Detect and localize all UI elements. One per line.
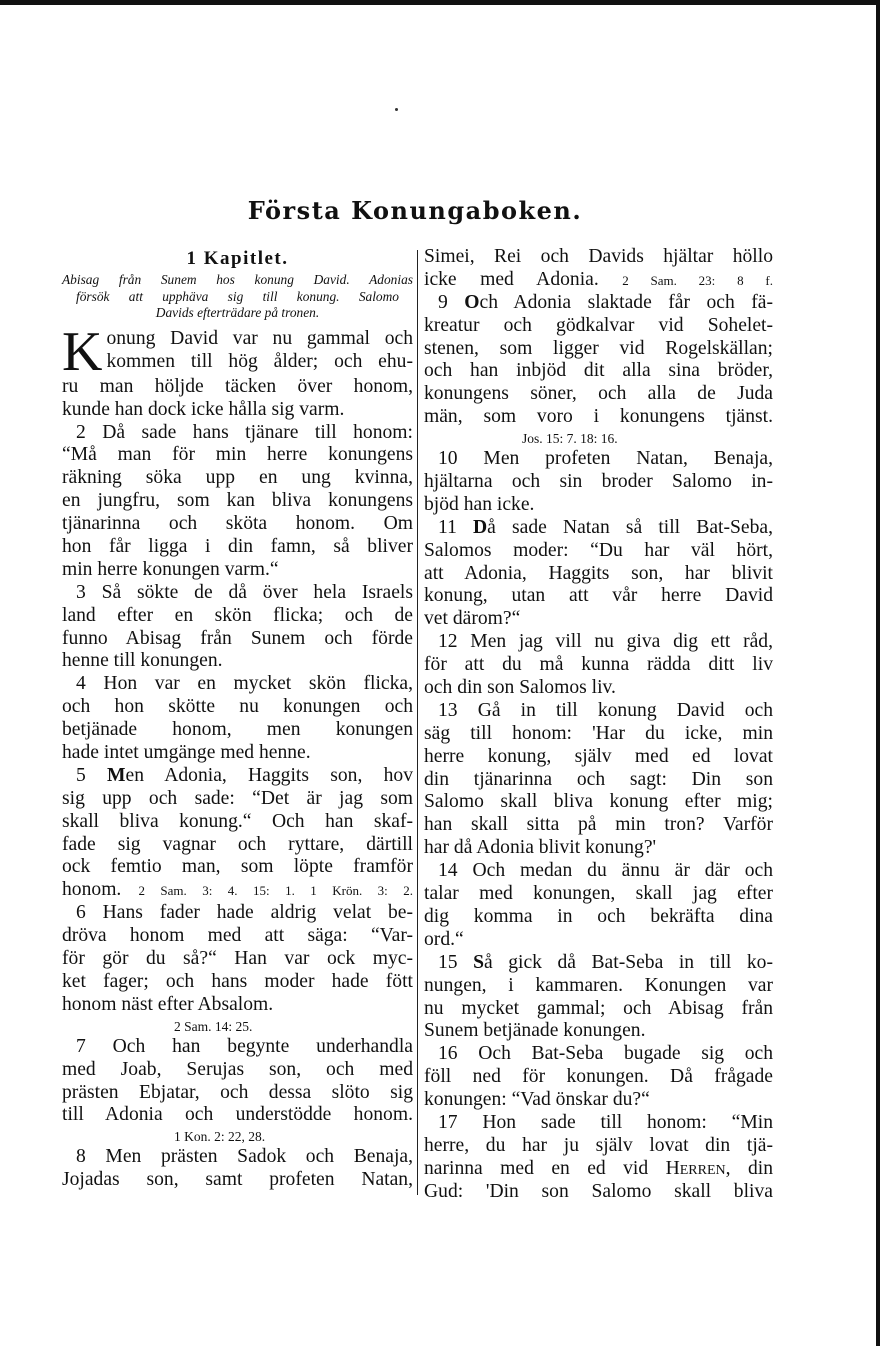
text-line: ket fager; och hans moder hade fött [62, 970, 413, 992]
text-line: ord.“ [424, 928, 464, 950]
text-line: hjältarna och sin broder Salomo in- [424, 471, 773, 493]
text-line: min herre konungen varm.“ [62, 558, 279, 580]
verse-5-line: 5 Men Adonia, Haggits son, hov [76, 764, 413, 786]
text-line-divine-name: narinna med en ed vid Herren, din [424, 1157, 773, 1179]
text-line: och hon skötte nu konungen och [62, 696, 413, 718]
text-line: nu mycket gammal; och Abisag från [424, 997, 773, 1019]
text-line: honom näst efter Absalom. [62, 993, 274, 1015]
text-line: han skall sitta på min tron? Varför [424, 814, 773, 836]
text-line: vet därom?“ [424, 608, 521, 630]
text-line: kunde han dock icke hålla sig varm. [62, 398, 345, 420]
text-line: konungens söner, och alla de Juda [424, 383, 773, 405]
text-line: fade sig vagnar och ryttare, därtill [62, 833, 413, 855]
column-divider [417, 250, 418, 1195]
text-line: män, som voro i konungens tjänst. [424, 406, 773, 428]
verse-initial: M [107, 764, 126, 786]
verse-initial: S [473, 951, 485, 973]
scan-edge-right [876, 0, 880, 1346]
divine-name: Herren [665, 1157, 726, 1179]
cross-reference: 2 Sam. 14: 25. [174, 1018, 253, 1034]
text-line: Salomos moder: “Du har väl hört, [424, 539, 773, 561]
text-line: med Joab, Serujas son, och med [62, 1058, 413, 1080]
text-line: land efter en skön flicka; och de [62, 604, 413, 626]
text-line: kommen till hög ålder; och ehu- [106, 350, 413, 372]
text-line: Sunem betjänade konungen. [424, 1020, 646, 1042]
text-line: “Må man för min herre konungens [62, 444, 413, 466]
verse-line: 10 Men profeten Natan, Benaja, [438, 448, 773, 470]
text-line: din tjänarinna och sagt: Din son [424, 768, 773, 790]
text-line-with-ref: honom. 2 Sam. 3: 4. 15: 1. 1 Krön. 3: 2. [62, 879, 413, 901]
text-line: att Adonia, Haggits son, har blivit [424, 562, 773, 584]
text-line-with-ref: icke med Adonia. 2 Sam. 23: 8 f. [424, 268, 773, 290]
text-line: onung David var nu gammal och [106, 327, 413, 349]
chapter-heading: 1 Kapitlet. [186, 248, 289, 269]
text-line: herre, du har ju själv lovat din tjä- [424, 1134, 773, 1156]
text-line: och han inbjöd dit alla sina bröder, [424, 360, 773, 382]
verse-line: 4 Hon var en mycket skön flicka, [76, 673, 413, 695]
text-line: Gud: 'Din son Salomo skall bliva [424, 1180, 773, 1202]
text-line: sig upp och sade: “Det är jag som [62, 787, 413, 809]
book-title: Första Konungaboken. [247, 196, 583, 225]
cross-reference: 2 Sam. 23: 8 f. [622, 272, 773, 288]
text-line: säg till honom: 'Har du icke, min [424, 722, 773, 744]
chapter-summary-line: försök att upphäva sig till konung. Salomo [76, 288, 399, 304]
verse-initial: O [464, 291, 480, 313]
text-line: en jungfru, som kan bliva konungens [62, 490, 413, 512]
verse-line: 16 Och Bat-Seba bugade sig och [438, 1043, 773, 1065]
verse-line: 7 Och han begynte underhandla [76, 1035, 413, 1057]
text-line: tjänarinna och sköta honom. Om [62, 513, 413, 535]
text-line: föll ned för konungen. Då frågade [424, 1066, 773, 1088]
verse-1-opening [62, 328, 413, 376]
text-line: nungen, i kammaren. Konungen var [424, 974, 773, 996]
verse-line: 6 Hans fader hade aldrig velat be- [76, 902, 413, 924]
text-line: kreatur och gödkalvar vid Sohelet- [424, 314, 773, 336]
chapter-summary-line: Davids efterträdare på tronen. [155, 305, 320, 321]
print-speck [395, 108, 398, 111]
cross-reference: 1 Kon. 2: 22, 28. [174, 1129, 266, 1145]
text-line: för gör du så?“ Han var ock myc- [62, 948, 413, 970]
text-line: ru man höljde täcken över honom, [62, 375, 413, 397]
verse-line: 3 Så sökte de då över hela Israels [76, 581, 413, 603]
verse-15-line: 15 Så gick då Bat-Seba in till ko- [438, 951, 773, 973]
left-column [62, 246, 413, 1192]
text-line: för att du må kunna rädda ditt liv [424, 654, 773, 676]
text-line: konung, utan att vår herre David [424, 585, 773, 607]
text-line: betjänade honom, men konungen [62, 719, 413, 741]
text-line: och din son Salomos liv. [424, 677, 616, 699]
verse-line: 13 Gå in till konung David och [438, 699, 773, 721]
verse-line: 14 Och medan du ännu är där och [438, 860, 773, 882]
text-line: konungen: “Vad önskar du?“ [424, 1089, 650, 1111]
verse-line: 8 Men prästen Sadok och Benaja, [76, 1146, 413, 1168]
drop-cap: K [62, 327, 103, 376]
verse-line: 12 Men jag vill nu giva dig ett råd, [438, 631, 773, 653]
verse-line: 2 Då sade hans tjänare till honom: [76, 421, 413, 443]
cross-reference: Jos. 15: 7. 18: 16. [522, 431, 618, 447]
verse-line: 17 Hon sade till honom: “Min [438, 1111, 773, 1133]
text-line: funno Abisag från Sunem och förde [62, 627, 413, 649]
text-line: skall bliva konung.“ Och han skaf- [62, 810, 413, 832]
text-line: Salomo skall bliva konung efter mig; [424, 791, 773, 813]
scan-edge-top [0, 0, 880, 5]
text-line: ock femtio man, som löpte framför [62, 856, 413, 878]
text-line: till Adonia och understödde honom. [62, 1104, 413, 1126]
text-line: stenen, som ligger vid Rogelskällan; [424, 337, 773, 359]
verse-11-line: 11 Då sade Natan så till Bat-Seba, [438, 516, 773, 538]
verse-initial: D [473, 516, 488, 538]
text-line: bjöd han icke. [424, 493, 535, 515]
text-line: hon får ligga i din famn, så bliver [62, 536, 413, 558]
text-line: räkning söka upp en ung kvinna, [62, 467, 413, 489]
text-line: herre konung, själv med ed lovat [424, 745, 773, 767]
text-line: Simei, Rei och Davids hjältar höllo [424, 246, 773, 267]
text-line: dröva honom med att säga: “Var- [62, 925, 413, 947]
text-line: talar med konungen, skall jag efter [424, 883, 773, 905]
text-line: prästen Ebjatar, och dessa slöto sig [62, 1081, 413, 1103]
text-line: dig komma in och bekräfta dina [424, 905, 773, 927]
text-line: henne till konungen. [62, 650, 223, 672]
left-lines-a [62, 376, 413, 765]
text-line: har då Adonia blivit konung?' [424, 837, 657, 859]
text-line: hade intet umgänge med henne. [62, 742, 311, 764]
text-line: Jojadas son, samt profeten Natan, [62, 1169, 413, 1191]
cross-reference: 2 Sam. 3: 4. 15: 1. 1 Krön. 3: 2. [138, 883, 413, 899]
right-column [424, 246, 773, 1204]
chapter-summary-line: Abisag från Sunem hos konung David. Adonias [62, 272, 413, 287]
verse-9-line: 9 Och Adonia slaktade får och fä- [438, 291, 773, 313]
